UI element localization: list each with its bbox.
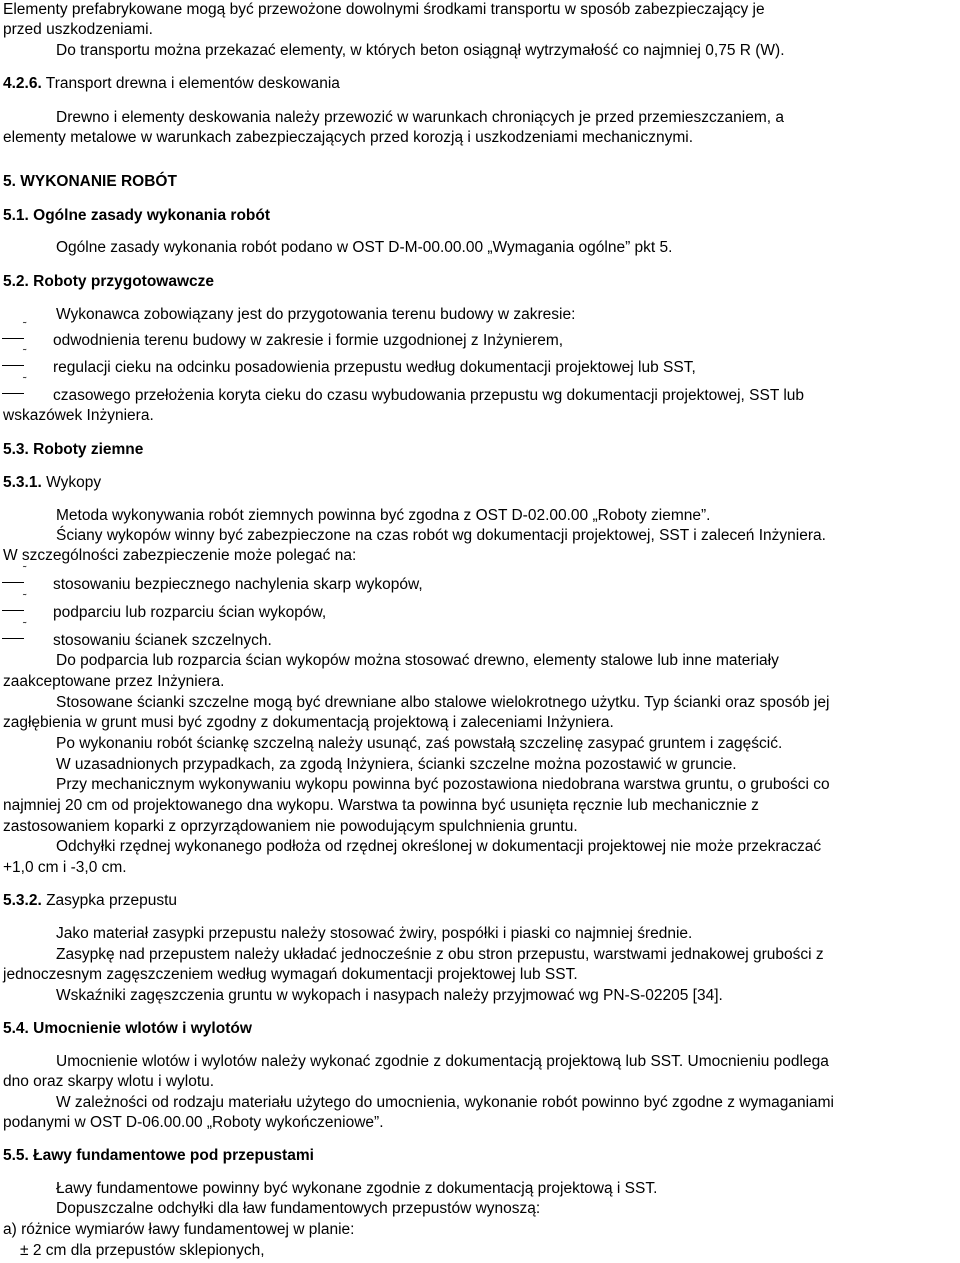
intro-line-2: przed uszkodzeniami. xyxy=(3,21,153,38)
section-number: 5.3.2. xyxy=(3,892,42,909)
list-item: regulacji cieku na odcinku posadowienia przepustu według dokumentacji projektowej lub SST, xyxy=(53,359,696,376)
section-title: Roboty przygotowawcze xyxy=(28,273,215,290)
s52-intro: Wykonawca zobowiązany jest do przygotowania terenu budowy w zakresie: xyxy=(56,306,576,323)
section-5-3-2-heading xyxy=(3,891,177,912)
list-item: stosowaniu ścianek szczelnych. xyxy=(53,632,272,649)
dash-bullet-icon: ˜ xyxy=(2,626,26,646)
s426-line-1: Drewno i elementy deskowania należy przewozić w warunkach chroniących je przed przemieszczaniem, a xyxy=(56,109,784,126)
s531-line-1: Metoda wykonywania robót ziemnych powinna być zgodna z OST D-02.00.00 „Roboty ziemne”. xyxy=(56,507,711,524)
dash-bullet-icon: ˜ xyxy=(2,326,26,346)
section-4-2-6-heading xyxy=(3,74,340,95)
s531-p6-a: Odchyłki rzędnej wykonanego podłoża od rzędnej określonej w dokumentacji projektowej nie może przekraczać xyxy=(56,838,822,855)
section-5-3-1-heading xyxy=(3,473,101,494)
dash-bullet-icon: ˜ xyxy=(2,353,26,373)
section-5-4-heading: 5.4. Umocnienie wlotów i wylotów xyxy=(3,1020,252,1037)
s531-line-2: Ściany wykopów winny być zabezpieczone na czas robót wg dokumentacji projektowej, SST i zaleceń Inżyniera. xyxy=(56,527,826,544)
s531-p5-c: zastosowaniem koparki z oprzyrządowaniem nie powodującym spulchnienia gruntu. xyxy=(3,818,578,835)
s54-p2-b: podanymi w OST D-06.00.00 „Roboty wykończeniowe”. xyxy=(3,1114,384,1131)
s55-p4: ± 2 cm dla przepustów sklepionych, xyxy=(20,1242,265,1259)
s532-p2-a: Zasypkę nad przepustem należy układać jednocześnie z obu stron przepustu, warstwami jednakowej grubości z xyxy=(56,946,824,963)
section-5-5-heading: 5.5. Ławy fundamentowe pod przepustami xyxy=(3,1147,314,1164)
s531-p2-b: zagłębienia w grunt musi być zgodny z dokumentacją projektową i zaleceniami Inżyniera. xyxy=(3,714,614,731)
s531-p5-a: Przy mechanicznym wykonywaniu wykopu powinna być pozostawiona niedobrana warstwa gruntu, o grubości co xyxy=(56,776,830,793)
section-title: Transport drewna i elementów deskowania xyxy=(41,75,340,92)
list-item: odwodnienia terenu budowy w zakresie i formie uzgodnionej z Inżynierem, xyxy=(53,332,564,349)
list-item: czasowego przełożenia koryta cieku do czasu wybudowania przepustu wg dokumentacji projektowej, SST lub xyxy=(53,387,805,404)
section-5-2-heading xyxy=(3,272,214,293)
s55-p1: Ławy fundamentowe powinny być wykonane zgodnie z dokumentacją projektową i SST. xyxy=(56,1180,658,1197)
dash-bullet-icon: ˜ xyxy=(2,598,26,618)
s532-p1: Jako materiał zasypki przepustu należy stosować żwiry, pospółki i piaski co najmniej średnie. xyxy=(56,925,693,942)
dash-bullet-icon: ˜ xyxy=(2,570,26,590)
s426-line-2: elementy metalowe w warunkach zabezpieczających przed korozją i uszkodzeniami mechanicznymi. xyxy=(3,129,694,146)
section-5-1-heading: 5.1. Ogólne zasady wykonania robót xyxy=(3,207,271,224)
section-5-3-heading: 5.3. Roboty ziemne xyxy=(3,441,144,458)
dash-bullet-icon: ˜ xyxy=(2,381,26,401)
list-item: podparciu lub rozparciu ścian wykopów, xyxy=(53,604,327,621)
list-item-continuation: wskazówek Inżyniera. xyxy=(3,407,154,424)
list-item: stosowaniu bezpiecznego nachylenia skarp wykopów, xyxy=(53,576,423,593)
section-5-heading: 5. WYKONANIE ROBÓT xyxy=(3,173,177,190)
intro-line-3: Do transportu można przekazać elementy, w których beton osiągnął wytrzymałość co najmniej 0,75 R (W). xyxy=(56,42,785,59)
s531-p1-b: zaakceptowane przez Inżyniera. xyxy=(3,673,225,690)
s54-p1-a: Umocnienie wlotów i wylotów należy wykonać zgodnie z dokumentacją projektową lub SST. Umocnieniu podlega xyxy=(56,1053,829,1070)
s532-p3: Wskaźniki zagęszczenia gruntu w wykopach i nasypach należy przyjmować wg PN-S-02205 [34]. xyxy=(56,987,723,1004)
s55-p3: a) różnice wymiarów ławy fundamentowej w planie: xyxy=(3,1221,355,1238)
s532-p2-b: jednoczesnym zagęszczeniem według wymagań dokumentacji projektowej lub SST. xyxy=(3,966,578,983)
section-number: 4.2.6. xyxy=(3,75,42,92)
s51-text: Ogólne zasady wykonania robót podano w OST D-M-00.00.00 „Wymagania ogólne” pkt 5. xyxy=(56,239,673,256)
s54-p1-b: dno oraz skarpy wlotu i wylotu. xyxy=(3,1073,215,1090)
section-title: Zasypka przepustu xyxy=(41,892,178,909)
intro-line-1: Elementy prefabrykowane mogą być przewożone dowolnymi środkami transportu w sposób zabezpieczający je xyxy=(3,1,765,18)
s55-p2: Dopuszczalne odchyłki dla ław fundamentowych przepustów wynoszą: xyxy=(56,1200,541,1217)
s531-p6-b: +1,0 cm i -3,0 cm. xyxy=(3,859,127,876)
s531-p5-b: najmniej 20 cm od projektowanego dna wykopu. Warstwa ta powinna być usunięta ręcznie lub mechanicznie z xyxy=(3,797,759,814)
s531-p2-a: Stosowane ścianki szczelne mogą być drewniane albo stalowe wielokrotnego użytku. Typ ścianki oraz sposób jej xyxy=(56,694,830,711)
s54-p2-a: W zależności od rodzaju materiału użytego do umocnienia, wykonanie robót powinno być zgodne z wymaganiami xyxy=(56,1094,835,1111)
s531-line-3: W szczególności zabezpieczenie może polegać na: xyxy=(3,547,357,564)
s531-p4: W uzasadnionych przypadkach, za zgodą Inżyniera, ścianki szczelne można pozostawić w gruncie. xyxy=(56,756,737,773)
section-number: 5.3.1. xyxy=(3,474,42,491)
s531-p3: Po wykonaniu robót ściankę szczelną należy usunąć, zaś powstałą szczelinę zasypać gruntem i zagęścić. xyxy=(56,735,783,752)
section-number: 5.2. xyxy=(3,273,29,290)
section-title: Wykopy xyxy=(41,474,102,491)
s531-p1-a: Do podparcia lub rozparcia ścian wykopów można stosować drewno, elementy stalowe lub inne materiały xyxy=(56,652,779,669)
